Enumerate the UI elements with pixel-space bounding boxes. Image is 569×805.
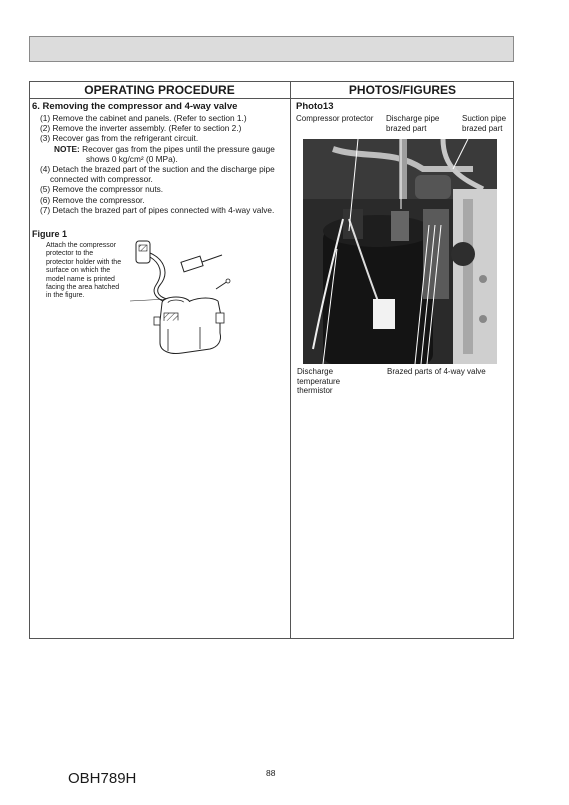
- step-5: (5) Remove the compressor nuts.: [40, 184, 164, 195]
- caption-suction-pipe: [462, 114, 506, 133]
- caption-line: Discharge: [297, 367, 334, 376]
- step-1: (1) Remove the cabinet and panels. (Refer to section 1.): [40, 113, 247, 123]
- caption-line: thermistor: [297, 386, 333, 396]
- caption-compressor-protector: Compressor protector: [296, 114, 374, 123]
- header-divider: [29, 98, 514, 99]
- step-2: (2) Remove the inverter assembly. (Refer to section 2.): [40, 123, 242, 134]
- note-label: NOTE:: [54, 143, 80, 154]
- step-3: (3) Recover gas from the refrigerant circuit.: [40, 133, 199, 144]
- photo-title: Photo13: [296, 101, 334, 112]
- caption-thermistor: [297, 367, 340, 396]
- column-header-photos: PHOTOS/FIGURES: [348, 83, 457, 97]
- caption-line: Suction pipe: [462, 114, 507, 123]
- section-title: 6. Removing the compressor and 4-way valve: [32, 101, 238, 112]
- figure-note-line: protector to the: [46, 250, 94, 258]
- photo-compressor-image: [303, 139, 497, 364]
- step-4-cont: connected with compressor.: [50, 174, 153, 185]
- step-6: (6) Remove the compressor.: [40, 194, 145, 205]
- figure-note-line: model name is printed: [46, 275, 115, 283]
- caption-discharge-pipe: [386, 114, 439, 133]
- model-number: OBH789H: [68, 770, 137, 787]
- figure-note-line: in the figure.: [46, 292, 85, 300]
- procedure-steps: [40, 113, 290, 215]
- column-header-procedure: OPERATING PROCEDURE: [84, 83, 235, 97]
- caption-4way-valve: Brazed parts of 4-way valve: [387, 367, 486, 376]
- caption-line: brazed part: [386, 123, 427, 133]
- figure-note: [46, 242, 136, 301]
- note: [40, 144, 290, 154]
- caption-line: brazed part: [462, 123, 503, 133]
- figure-note-line: Attach the compressor: [46, 242, 117, 249]
- figure-note-line: facing the area hatched: [46, 284, 120, 292]
- header-bar: [29, 36, 514, 62]
- caption-line: Discharge pipe: [386, 114, 440, 123]
- photo-compressor: [303, 139, 497, 364]
- figure-note-line: surface on which the: [46, 267, 111, 275]
- note-text-1: Recover gas from the pipes until the pressure gauge: [79, 143, 275, 154]
- figure-title: Figure 1: [32, 229, 68, 239]
- compressor-protector-illustration: [130, 233, 245, 363]
- step-7: (7) Detach the brazed part of pipes connected with 4-way valve.: [40, 204, 275, 215]
- figure-note-line: protector holder with the: [46, 258, 122, 266]
- caption-line: temperature: [297, 376, 341, 386]
- column-divider: [290, 81, 291, 639]
- page-number: 88: [266, 768, 276, 778]
- note-text-2: shows 0 kg/cm² (0 MPa).: [86, 153, 178, 164]
- step-4: (4) Detach the brazed part of the suction and the discharge pipe: [40, 164, 275, 175]
